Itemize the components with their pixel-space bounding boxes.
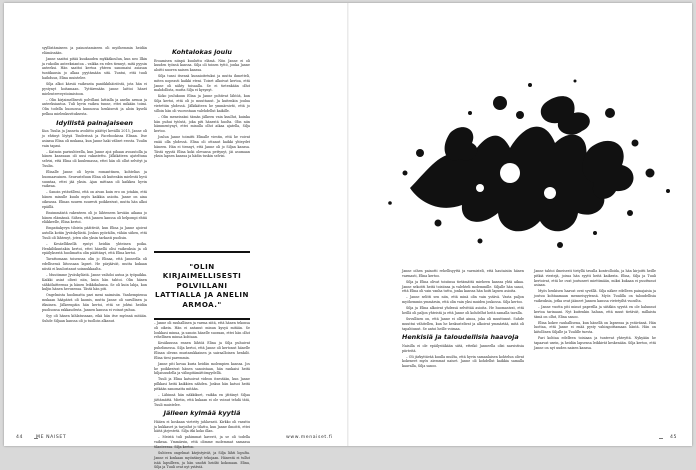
body-paragraph: Janne saattoi pitää kuukauden mykkäkoulun, kun neo Ilkin ja rukoilin anteeksiantoa – vaikka en edes tiennyt, mitä pyysin anteeksi. Hän saattoi kertoa yhteen sanomaisi asiasan tuntikausia jo alkaa pyytämään sitä. Tuntui, että tuuli haihduus, Elina muistelee.: [42, 56, 147, 80]
body-paragraph: – Olin meneissäni tämän jälkeen vain kuullut, kuinka hän puhui tytöstä, joka piti hänestä huolta. Olin niin hämmentynyt, ettei minulla ollut aikaa ajatella, Silja kertoo.: [154, 114, 250, 134]
site-url: www.menaiset.fi: [286, 435, 333, 440]
body-paragraph: – Olin kirjaimellisesti polvillani lattialla ja anelin armoa ja anteeksiantoa. Tuli hyvin vaikea tunne, ettei mikään toimi. Olin todella huonossa kunnossa henkisesti ja aloin kyselä pelkoa mielenkuvituksesta.: [42, 97, 147, 116]
right-column-2: [534, 269, 656, 352]
body-paragraph: – Oli järkyttävää kuulla muilta, että hyvin samanlaisen kohtelun olivat kokeneet myös aiemmat naiset. Janne oli kohdellut kaikkia samalla kaavalla, Silja sanoo.: [402, 354, 524, 369]
body-paragraph: – Janne vuotta piti minut paperilla ja siitäkin syystä en ole halunnut kertoa tarinaani. Nyt kuitenkin haluan, että muut tietävät, millaista tämä on ollut, Elina sanoo.: [534, 304, 656, 319]
left-column-2-lower: [154, 321, 250, 470]
body-paragraph: Eroamisen niinpä kuuluttu elämä. Niin Janne ei oli kuuden työnsä kanssa. Silja oli toinen tyttö, jonka Janne aloitti nuoren naisen kanssa.: [154, 58, 250, 73]
body-paragraph: syyllistämiseen ja painostamiseen oli myöhemmin heidän elämässään.: [42, 46, 147, 55]
body-paragraph: – Meistä tuli pahimmat kaverit, ja se oli todella vaikeaa. Ymmärsin, että olimme molemmat samassa tilanteessa. Silja kertoo.: [154, 435, 250, 449]
left-column-2: [154, 46, 250, 160]
body-paragraph: – Katsoin parisuhteella, kun Janne ajoi pihaan avoautolla ja hänen kanssaan oli uusi rakastettu. Jälkikäteen ajateltuna selvisi, että Elina oli kuulemassa, ettei hän oli ollut selvityt ja Tuulin.: [42, 149, 147, 168]
body-paragraph: Myös henkisen haavat ovat syvällä. Silja näkee edelleen painajaisia ja joutuu kohtaamaan menneisyytensä. Myös Tuulilla on taloudellisia vaikeuksia, jotka ovat jääneet Jannen kanssa vietetyiltä vuosilta.: [534, 289, 656, 303]
body-paragraph: Silja alkoi kärsiä vaikeasta paniikkihäiriöstä, jota hän ei pystynyt hoitamaan. Tyttärenään janne laittoi hänet mielenterveystoimistoon.: [42, 81, 147, 96]
body-paragraph: Silja ja Elina olivat toisiinsa tietämättä mieheen kanssa yhtä aikaa. Janne sekoitti heitä toisiinsa ja valehteli molemmille. Siljalle hän sanoi, että Elina oli vain vanha tuttu, jonka kanssa hän hoiti lapsen asioita.: [402, 279, 524, 294]
body-paragraph: Suvullisen on, että Janne ei ollut ainoa, joka oli muuttunut. Suhde muuttui vähitellen, kun he keskustelivat ja alkoivat ymmärtää, mitä oli tapahtunut. Se antoi heille voimaa.: [402, 316, 524, 331]
brand-name: ME NAISET: [36, 435, 67, 440]
section-heading: Jälleen kylmää kyytiä: [163, 409, 241, 418]
ink-splatter-icon: [350, 73, 692, 253]
body-paragraph: Tavattomaan toisenssa olin jo Elinaa, että Janneella oli edellisessä liitossaan lapset. He pärjäävät, mutta kukaan niistä ei kuulostanut soinnukkaalta.: [42, 257, 147, 272]
body-paragraph: Elina kokee rauhallisena, kun hänellä on lapsensa ja ystävänsä. Hän luottaa, että Janne ei enää pysty vahingoittamaan häntä. Hän on kiitollinen Siljalle ja Tuulille tuesta.: [534, 320, 656, 335]
body-paragraph: Joulun Janne toimitti Elinalle viestin, että he voivat enää olla yhdessä. Elina oli ottanut kaikki yhteydet häneen. Hän ei tiennyt, että Janne oli jo Siljan kanssa. Tästä syystä Elina koki olevansa pettynyt, jäi asumaan yksin lapsen kanssa ja hädin tuskin selvisi.: [154, 135, 250, 159]
body-paragraph: – Lähinnä hän näkkikset, vaikka en jättänyt Siljaa jättämättä. Mietin, että kukaan ei ole voinut tehdä tätä, Tuuli muistelee.: [154, 392, 250, 407]
body-paragraph: – Janne selitti sen niin, että minä olin vain ystävä. Vasta paljon myöhemmin ymmärsin, että olin vain yksi muiden joukossa. Silja kertoo.: [402, 295, 524, 305]
body-paragraph: – Muutimme Jyväskylästä. Janne vaihdoi autoa ja työpaikka. Kaikki asiat olivat niin, kuin hän tahtoi. Olin hänen sähkölaitteensa ja hänen leikkikalunsa. Se oli kuin lahja, kun kuljin hänen hevosensa. Tästä hän piti.: [42, 273, 147, 292]
body-paragraph: Janne tahtoi ilmeisesti tietyllä tavalla kontrolloida, ja hän kirjoitti heille pitkiä viestejä, joissa hän syytti heitä kaikesta. Elina, Silja ja Tuuli kertoivat, että he ovat joutuneet miettimään, miksi kukaan ei puuttunut asiaan.: [534, 269, 656, 288]
body-paragraph: – Sanoin ystävälleni, että on aivan kuin ero on jotakin, että hänen minulle kuulu myös kaikkia asioita. Janne on aina oikeassa. Elinan suuren suuresti poikkesivat, mutta hän alkoi epäillä.: [42, 190, 147, 209]
body-paragraph: Silja tunsi itsensä kunnioitetuksi ja mutta ihmetteli, miten nopeasti kaikki eteni. Toiset alkoivat kertoa, että Janne oli nähty toisaalla. Se ei tietenkään ollut mahdollista, mutta Silja ei kysynyt.: [154, 74, 250, 93]
body-paragraph: Kun Tuulia ja Janneta avoliitto päättyi kevällä 2015, Janne oli jo ehtinyt löytyä Tinderissä ja Facebookissa Elinan. Itse asiassa Elina oli mukana, kun Janne haki väliset erosta. Tuulin vain tapasi.: [42, 129, 147, 148]
body-paragraph: – Kesäelliksellä syntyi heidän yhteinen poika. Henkilökuntakin kertoi, ettei hänellä olisi vaikeuksia ja oli epäilyksestä huolimatta olin päättänyt, että Elina kertoi.: [42, 241, 147, 256]
body-paragraph: Hääen ei koskaan vietetty juhlavasti. Kirkko oli varattu ja kukkaset ja tarjoilut jo tilattu, kun Janne ilmoitti, ettei häitä järjestetä. Silja itki koko illan.: [154, 419, 250, 434]
left-column-1: [42, 46, 147, 325]
body-paragraph: Tuuli ja Elina katsoivat videon itsestään, kun Janne pilkkasi heitä kaikkien nähden. Joskus hän katsoi heitä pitkään sanomatta mitään.: [154, 377, 250, 391]
body-paragraph: Koko joulukuun Elina ja Janne pohtivat lähtöä, kun Silja kertoi, että oli jo muuttanut. Ja kuitenkin joulua vietettiin yhdessä. Jälkikäteen he ymmärsivät, että jo silloin hän oli vuorostaan valehdellut kaikille.: [154, 94, 250, 113]
body-paragraph: Ensimmäistä rakenteen oli jo lähteneen kevään aikana jo hänen elämänsä. Siihen, että Jannen kanssa oli helpompi ehtiä eläkkeelle, Elina kertoi.: [42, 210, 147, 225]
body-paragraph: Suhteen ongelmat kärjistyivät, ja Silja lähti lopulta. Janne ei koskaan myöntänyt tekojaan. Hänestä ei tullut isää lapsilleen, ja hän unohti heidät kokonaan. Elina, Silja ja Tuuli ovat nyt ystäviä.: [154, 450, 250, 470]
pull-quote: "OLIN KIRJAIMELLISESTI POLVILLANI LATTIALLA JA ANELIN ARMOA.": [154, 251, 250, 320]
body-paragraph: Naisilla ei ole epäilystäkään siitä, etteikö Janneella olisi narsistisia piirteitä.: [402, 343, 524, 353]
section-heading: Kohtalokas joulu: [172, 48, 232, 56]
body-paragraph: Janne oihen painotti rehellisyyttä ja varmisteli, että hautaisiin hänen varmasti, Elina kertoo.: [402, 269, 524, 278]
right-column-1: [402, 269, 524, 370]
right-page-number: 45: [670, 435, 678, 440]
body-paragraph: Elinalle Janne oli hyvin romanttinen, kohtelias ja huomaavainen. Seurusteluun Elina oli kuitenkin mielestä hyvä suuntaa, ettei jää yksin. Ajan mittaan oli kaikkea hyvin vaikeaa.: [42, 169, 147, 189]
body-paragraph: Empatiakyvyn tiloista päättivät, kun Elina ja Janne ajoivat autolla kotiin Jyväskylästä. Joskus pyöräilin, vähän siihen, että Tuuli oli lähtenyt, joten olin yksin tarkasti puolisin.: [42, 226, 147, 240]
body-paragraph: – Janne oli rauhallinen ja varma siitä, että hänen tekonsa oli oikein. Hän ei antanut minun kysyä mitään. Se loukkasi minua, ja sanoin hänelle suoraan, ettei hän ollut rehellinen minua kohtaan.: [154, 321, 250, 340]
page-fold: [347, 3, 349, 446]
body-paragraph: Syy oli hänen kihlatussaan, eikä hän itse myönnä mitään. Suhde Siljaan kanssa oli jo tuolloin alkanut.: [42, 313, 147, 323]
right-footer-rule: [659, 438, 663, 439]
left-page-number: 44: [16, 435, 24, 440]
body-paragraph: Ongelmista huolimatta pari meni naimisiin. Vanhempiensa mukaan hääpäivä oli kaunis, mutta Janne oli surullinen ja itkuinen. Jälkeenpäin hän kertoi, että se johtui heidän puolisonsa rakkaudesta. Jannen kanssa ei voinut puhua.: [42, 293, 147, 312]
body-paragraph: Pari kohtaa edelleen toisiaan ja tuntevat yhteyttä. Nykyään he tapaavat usein, ja heidän lapsensa leikkivät keskenään. Silja kertoo, että Janne on nyt uuden naisen kanssa.: [534, 336, 656, 350]
body-paragraph: Silja ja Elina alkoivat yhdessä selvittää asioita. He huomasivat, että heillä oli paljon yhteistä ja että Janne oli kohdellut heitä samalla tavalla.: [402, 306, 524, 315]
magazine-spread: [4, 3, 692, 470]
section-heading: Henkisiä ja taloudellisia haavoja: [402, 333, 519, 342]
section-heading: Idyllistä painajaiseen: [56, 118, 133, 127]
body-paragraph: Janne piti kovaa kuria heidän molempien kanssa. Jos he poikkesivat hänen sanoistaan, hän rankaisi heitä hiljaisuudella ja välinpitämättömyydellä.: [154, 361, 250, 376]
body-paragraph: Kesäkuussa ennen lähtöä Elina ja Silja puhuivat puhelimessa. Silja kertoi, että Janne oli kertonut hänelle Elinan olevan mustasukkainen ja sairaalloinen henkilö. Elina tiesi paremmin.: [154, 341, 250, 360]
